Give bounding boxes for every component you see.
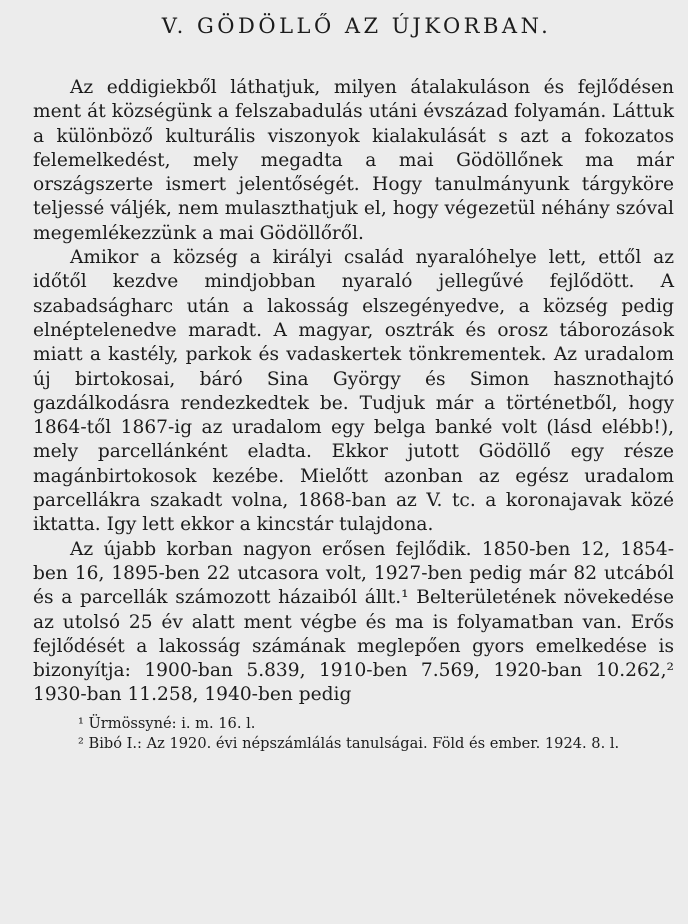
chapter-title: V. GÖDÖLLŐ AZ ÚJKORBAN. [161,14,552,38]
footnote-1: ¹ Ürmössyné: i. m. 16. l. [78,714,256,732]
paragraph-history: Amikor a község a királyi család nyaralóhelye lett, ettől az időtől kezdve mindjobban nyaraló jellegűvé fejlődött. A szabadságharc után a lakosság elszegényedve, a község pedig elnéptelenedve maradt. A magyar, osztrák és orosz táborozások miatt a kastély, parkok és vadaskertek tönkrementek. Az uradalom új birtokosai, báró Sina György és Simon hasznothajtó gazdálkodásra rendezkedtek be. Tudjuk már a történetből, hogy 1864-től 1867-ig az uradalom egy belga banké volt (lásd elébb!), mely parcellánként eladta. Ekkor jutott Gödöllő egy része magánbirtokosok kezébe. Mielőtt azonban az egész uradalom parcellákra szakadt volna, 1868-ban az V. tc. a koronajavak közé iktatta. Igy lett ekkor a kincstár tulajdona. [33,247,674,536]
paragraph-development: Az újabb korban nagyon erősen fejlődik. 1850-ben 12, 1854-ben 16, 1895-ben 22 utcasora volt, 1927-ben pedig már 82 utcából és a parcellák számozott házaiból állt.¹ Belterületének növekedése az utolsó 25 év alatt ment végbe és ma is folyamatban van. Erős fejlődését a lakosság számának meglepően gyors emelkedése is bizonyítja: 1900-ban 5.839, 1910-ben 7.569, 1920-ban 10.262,² 1930-ban 11.258, 1940-ben pedig [33,538,674,706]
paragraph-intro: Az eddigiekből láthatjuk, milyen átalakuláson és fejlődésen ment át községünk a felszabadulás utáni évszázad folyamán. Láttuk a különböző kulturális viszonyok kialakulását s azt a fokozatos felemelkedést, mely megadta a mai Gödöllőnek ma már országszerte ismert jelentőségét. Hogy tanulmányunk tárgyköre teljessé váljék, nem mulaszthatjuk el, hogy végezetül néhány szóval megemlékezzünk a mai Gödöllőről. [33,77,674,244]
footnote-2: ² Bibó I.: Az 1920. évi népszámlálás tanulságai. Föld és ember. 1924. 8. l. [78,735,620,753]
